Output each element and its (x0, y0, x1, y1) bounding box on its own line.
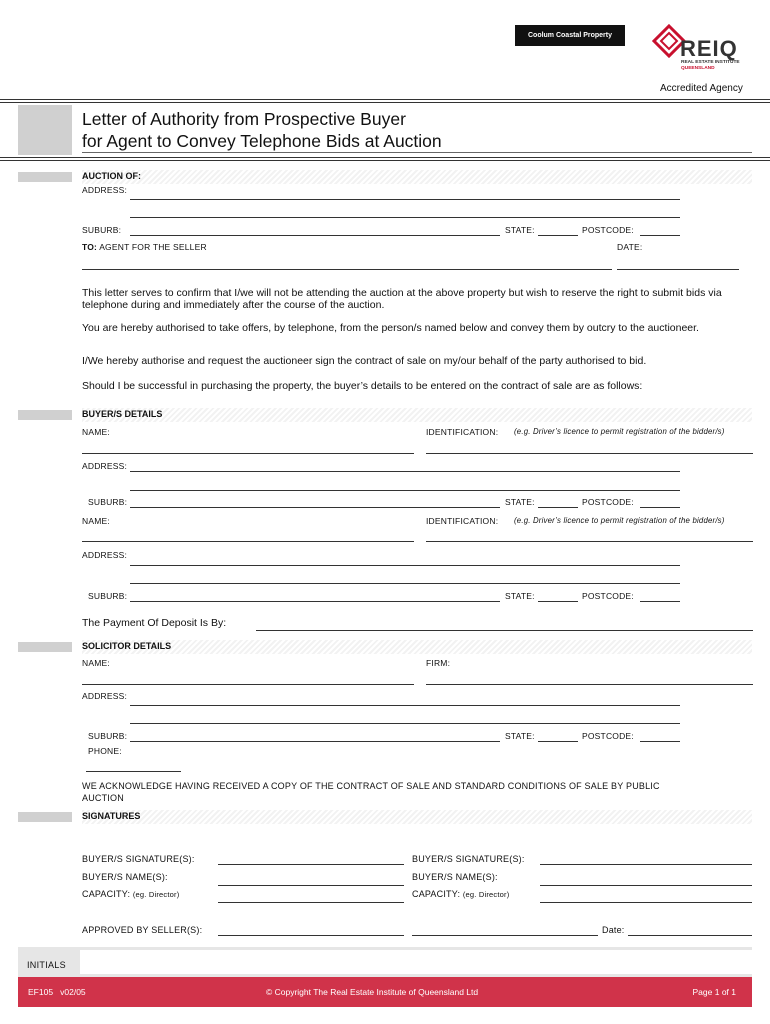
approved-seller-line1[interactable] (218, 935, 404, 936)
deposit-label: The Payment Of Deposit Is By: (82, 617, 227, 629)
buyer-side-block (18, 410, 72, 420)
buyer1-capacity-line[interactable] (218, 902, 404, 903)
buyer2-address-line1[interactable] (130, 565, 680, 566)
signatures-side-block (18, 812, 72, 822)
buyer2-capacity-text: CAPACITY: (412, 889, 461, 899)
solicitor-name-label: NAME: (82, 658, 110, 668)
auction-address-line1[interactable] (130, 199, 680, 200)
initials-box[interactable] (80, 950, 752, 974)
buyer2-name-line[interactable] (82, 541, 414, 542)
buyer2-address-line2[interactable] (130, 583, 680, 584)
title-line2: for Agent to Convey Telephone Bids at Auction (82, 131, 442, 151)
reiq-logo-text: REIQ (680, 36, 738, 61)
initials-label: INITIALS (27, 960, 66, 970)
buyer-heading: BUYER/S DETAILS (82, 409, 163, 419)
buyer2-capacity-line[interactable] (540, 902, 752, 903)
buyer1-identification-label: IDENTIFICATION: (426, 427, 499, 437)
buyer1-capacity-hint: (eg. Director) (132, 890, 180, 899)
solicitor-address-label: ADDRESS: (82, 691, 128, 701)
reiq-logo-sub2: QUEENSLAND (681, 66, 715, 71)
solicitor-state-label: STATE: (505, 731, 535, 741)
paragraph-4: Should I be successful in purchasing the property, the buyer’s details to be entered on the contract of sale are as follows: (82, 380, 643, 392)
buyer1-signature-line[interactable] (218, 864, 404, 865)
deposit-line[interactable] (256, 630, 753, 631)
buyer1-state-line[interactable] (538, 507, 578, 508)
buyer2-names-label: BUYER/S NAME(S): (412, 872, 498, 882)
approved-date-label: Date: (602, 925, 625, 935)
buyer1-id-hint: (e.g. Driver’s licence to permit registration of the bidder/s) (514, 427, 725, 436)
buyer1-address-label: ADDRESS: (82, 461, 128, 471)
buyer1-name-label: NAME: (82, 427, 110, 437)
buyer2-signature-line[interactable] (540, 864, 752, 865)
approved-by-seller-label: APPROVED BY SELLER(S): (82, 925, 203, 935)
buyer1-address-line2[interactable] (130, 490, 680, 491)
auction-state-label: STATE: (505, 225, 535, 235)
solicitor-address-line1[interactable] (130, 705, 680, 706)
auction-to-label (82, 242, 207, 252)
buyer1-capacity-text: CAPACITY: (82, 889, 131, 899)
buyer1-id-line[interactable] (426, 453, 753, 454)
solicitor-suburb-line[interactable] (130, 741, 500, 742)
buyer1-address-line1[interactable] (130, 471, 680, 472)
auction-suburb-line[interactable] (130, 235, 500, 236)
buyer1-capacity-label (82, 889, 179, 899)
solicitor-firm-label: FIRM: (426, 658, 451, 668)
auction-postcode-line[interactable] (640, 235, 680, 236)
paragraph-1: This letter serves to confirm that I/we will not be attending the auction at the above property but wish to reserve the right to submit bids via telephone during and immediately after the course of the auction. (82, 287, 722, 311)
accredited-agency-label: Accredited Agency (660, 83, 743, 94)
reiq-logo-sub1: REAL ESTATE INSTITUTE (681, 60, 740, 65)
agency-badge-text: Coolum Coastal Property (527, 32, 612, 39)
auction-side-block (18, 172, 72, 182)
buyer2-state-line[interactable] (538, 601, 578, 602)
auction-state-line[interactable] (538, 235, 578, 236)
agency-badge (515, 25, 625, 46)
buyer2-name-label: NAME: (82, 516, 110, 526)
title-line1: Letter of Authority from Prospective Buyer (82, 109, 406, 129)
approved-date-line[interactable] (628, 935, 752, 936)
buyer2-capacity-label (412, 889, 509, 899)
auction-postcode-label: POSTCODE: (582, 225, 634, 235)
buyer2-state-label: STATE: (505, 591, 535, 601)
buyer-section-band (82, 408, 752, 422)
solicitor-address-line2[interactable] (130, 723, 680, 724)
auction-address-line2[interactable] (130, 217, 680, 218)
title-double-rule (0, 157, 770, 161)
buyer1-name-line[interactable] (82, 453, 414, 454)
buyer1-signature-label: BUYER/S SIGNATURE(S): (82, 854, 195, 864)
title-rule-short (82, 152, 752, 153)
solicitor-postcode-label: POSTCODE: (582, 731, 634, 741)
auction-agent-line[interactable] (82, 269, 612, 270)
header-rule (0, 99, 770, 103)
solicitor-name-line[interactable] (82, 684, 414, 685)
paragraph-3: I/We hereby authorise and request the auctioneer sign the contract of sale on my/our behalf of the party authorised to bid. (82, 355, 647, 367)
footer-code: EF105 v02/05 (28, 987, 86, 997)
auction-heading: AUCTION OF: (82, 171, 141, 181)
buyer2-id-line[interactable] (426, 541, 753, 542)
buyer2-suburb-line[interactable] (130, 601, 500, 602)
signatures-heading: SIGNATURES (82, 811, 141, 821)
solicitor-side-block (18, 642, 72, 652)
solicitor-firm-line[interactable] (426, 684, 753, 685)
buyer1-postcode-label: POSTCODE: (582, 497, 634, 507)
buyer2-id-hint: (e.g. Driver’s licence to permit registration of the bidder/s) (514, 516, 725, 525)
buyer1-names-line[interactable] (218, 885, 404, 886)
reiq-logo (650, 22, 760, 84)
solicitor-state-line[interactable] (538, 741, 578, 742)
footer-page: Page 1 of 1 (692, 987, 736, 997)
footer-bar (18, 977, 752, 1007)
buyer2-capacity-hint: (eg. Director) (462, 890, 510, 899)
signatures-section-band (82, 810, 752, 824)
solicitor-section-band (82, 640, 752, 654)
buyer2-postcode-label: POSTCODE: (582, 591, 634, 601)
buyer1-suburb-line[interactable] (130, 507, 500, 508)
auction-section-band (82, 170, 752, 184)
buyer1-names-label: BUYER/S NAME(S): (82, 872, 168, 882)
solicitor-postcode-line[interactable] (640, 741, 680, 742)
paragraph-2: You are hereby authorised to take offers, by telephone, from the person/s named below and convey them by outcry to the auctioneer. (82, 322, 699, 334)
buyer2-signature-label: BUYER/S SIGNATURE(S): (412, 854, 525, 864)
solicitor-phone-line[interactable] (86, 771, 181, 772)
auction-address-label: ADDRESS: (82, 185, 128, 195)
buyer2-names-line[interactable] (540, 885, 752, 886)
solicitor-heading: SOLICITOR DETAILS (82, 641, 172, 651)
auction-date-line[interactable] (617, 269, 739, 270)
acknowledge-text: WE ACKNOWLEDGE HAVING RECEIVED A COPY OF THE CONTRACT OF SALE AND STANDARD CONDITIONS OF SALE BY PUBLIC AUCTION (82, 781, 660, 803)
auction-to-rest: AGENT FOR THE SELLER (99, 242, 207, 252)
buyer2-suburb-label: SUBURB: (88, 591, 128, 601)
auction-suburb-label: SUBURB: (82, 225, 122, 235)
auction-date-label: DATE: (617, 242, 643, 252)
buyer1-postcode-line[interactable] (640, 507, 680, 508)
buyer2-address-label: ADDRESS: (82, 550, 128, 560)
buyer2-postcode-line[interactable] (640, 601, 680, 602)
solicitor-suburb-label: SUBURB: (88, 731, 128, 741)
solicitor-phone-label: PHONE: (88, 746, 122, 756)
buyer1-suburb-label: SUBURB: (88, 497, 128, 507)
approved-seller-line2[interactable] (412, 935, 598, 936)
document-title (82, 108, 442, 152)
footer-copyright: © Copyright The Real Estate Institute of Queensland Ltd (266, 987, 479, 997)
buyer2-identification-label: IDENTIFICATION: (426, 516, 499, 526)
title-side-block (18, 105, 72, 155)
auction-to-bold: TO: (82, 242, 98, 252)
buyer1-state-label: STATE: (505, 497, 535, 507)
